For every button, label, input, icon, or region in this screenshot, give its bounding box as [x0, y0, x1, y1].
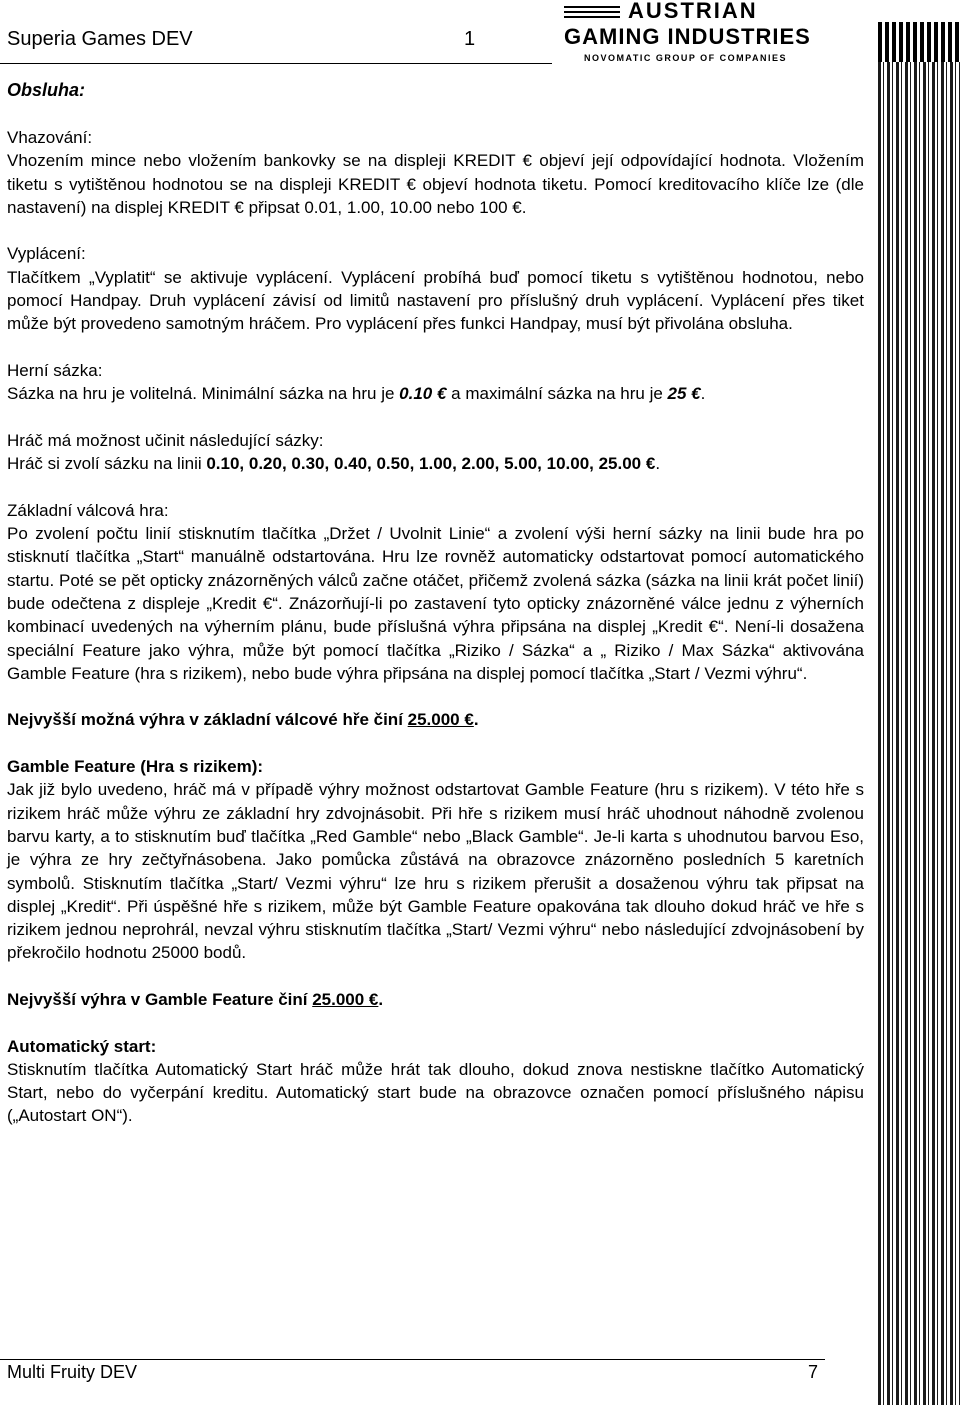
hrac-values: 0.10, 0.20, 0.30, 0.40, 0.50, 1.00, 2.00, 5.00, 10.00, 25.00 €	[206, 454, 656, 474]
header-page-number: 1	[464, 28, 476, 50]
hrac-text1: Hráč si zvolí sázku na linii	[7, 454, 207, 474]
hrac-text2: .	[655, 454, 661, 474]
sazka-text3: .	[700, 384, 706, 404]
sazka-max-value: 25 €	[667, 384, 701, 404]
heading-vyplaceni: Vyplácení:	[7, 244, 86, 264]
heading-vhazovani: Vhazování:	[7, 128, 93, 147]
header-rule	[0, 63, 552, 64]
heading-auto: Automatický start:	[7, 1036, 157, 1056]
sazka-text1: Sázka na hru je volitelná. Minimální sázka na hru je	[7, 384, 400, 404]
document-body	[7, 126, 864, 1128]
max1-value: 25.000 €	[407, 710, 474, 730]
header-title: Superia Games DEV	[7, 28, 193, 50]
logo-lines-icon	[564, 6, 620, 21]
logo-line3: NOVOMATIC GROUP OF COMPANIES	[584, 53, 788, 63]
decorative-stripes-cap	[878, 22, 960, 62]
heading-zakladni: Základní válcová hra:	[7, 500, 169, 520]
logo-line2: GAMING INDUSTRIES	[564, 24, 811, 49]
section-title: Obsluha:	[7, 80, 86, 100]
paragraph-zakladni: Po zvolení počtu linií stisknutím tlačítka „Držet / Uvolnit Linie“ a zvolení výši herní sázky na linii bude hra po stisknutí tlačítka „Start“ manuálně odstartována. Hru lze rovněž automaticky odstartovat pomocí automatického startu. Poté se pět opticky znázorněných válců začne otáčet, přičemž zvolená sázka (sázka na linii krát počet linií) bude odečtena z displeje „Kredit €“. Znázorňují-li po zastavení tyto opticky znázorněné válce jednu z výherních kombinací uvedených na výherním plánu, bude příslušná výhra připsána na displej „Kredit €“. Není-li dosažena speciální Feature jako výhra, může být pomocí tlačítka „Riziko / Sázka“ a „ Riziko / Max Sázka“ aktivována Gamble Feature (hra s rizikem), nebo bude výhra připsána na displej pomocí tlačítka „Start / Vezmi výhru“.	[7, 524, 864, 683]
paragraph-max-win-gamble	[7, 988, 864, 1011]
company-logo	[560, 0, 836, 68]
footer-rule	[0, 1359, 825, 1360]
max2-end: .	[378, 989, 384, 1009]
max2-text: Nejvyšší výhra v Gamble Feature činí	[7, 989, 313, 1009]
heading-hrac: Hráč má možnost učinit následující sázky:	[7, 430, 324, 450]
paragraph-hrac	[7, 452, 864, 475]
paragraph-vyplaceni: Tlačítkem „Vyplatit“ se aktivuje vyplácení. Vyplácení probíhá buď pomocí tiketu s vytištěnou hodnotou, nebo pomocí Handpay. Druh vyplácení závisí od limitů nastavení pro příslušný druh vyplácení. Vyplácení přes tiket může být provedeno samotným hráčem. Pro vyplácení přes funkci Handpay, musí být přivolána obsluha.	[7, 267, 864, 334]
heading-sazka: Herní sázka:	[7, 360, 103, 380]
max2-value: 25.000 €	[312, 989, 379, 1009]
decorative-stripes	[878, 22, 960, 1405]
paragraph-gamble: Jak již bylo uvedeno, hráč má v případě výhry možnost odstartovat Gamble Feature (hru s rizikem). V této hře s rizikem hráč může výhru ze základní hry zdvojnásobit. Při hře s rizikem musí hráč uhodnout náhodně zvolenou barvu karty, a to stisknutím buď tlačítka „Red Gamble“ nebo „Black Gamble“. Je-li karta s uhodnutou barvou Eso, je výhra ze hry zečtyřnásobena. Jako pomůcka zůstává na obrazovce znázorněno posledních 5 karetních symbolů. Stisknutím tlačítka „Start/ Vezmi výhru“ lze hru s rizikem přerušit a dosaženou výhru tak připsat na displej „Kredit“. Při úspěšné hře s rizikem, může být Gamble Feature opakována tak dlouho dokud hráč ve hře s rizikem jednou neprohrál, nevzal výhru stisknutím tlačítka „Start/ Vezmi výhru“ nebo následující zdvojnásobení by překročilo hodnotu 25000 bodů.	[7, 780, 864, 963]
footer-title: Multi Fruity DEV	[7, 1362, 138, 1382]
max1-text: Nejvyšší možná výhra v základní válcové hře činí	[7, 710, 408, 730]
sazka-min-value: 0.10 €	[399, 384, 447, 404]
max1-end: .	[473, 710, 479, 730]
paragraph-auto: Stisknutím tlačítka Automatický Start hráč může hrát tak dlouho, dokud znova nestiskne tlačítko Automatický Start, nebo do vyčerpání kreditu. Automatický start bude na obrazovce označen pomocí příslušného nápisu („Autostart ON“).	[7, 1059, 864, 1126]
paragraph-vhazovani: Vhozením mince nebo vložením bankovky se na displeji KREDIT € objeví její odpovídající hodnota. Vložením tiketu s vytištěnou hodnotou se na displeji KREDIT € objeví hodnota tiketu. Pomocí kreditovacího klíče lze (dle nastavení) na displej KREDIT € připsat 0.01, 1.00, 10.00 nebo 100 €.	[7, 151, 864, 217]
paragraph-max-win-base	[7, 708, 864, 731]
paragraph-sazka	[7, 382, 864, 405]
footer-page-number: 7	[808, 1362, 819, 1382]
sazka-text2: a maximální sázka na hru je	[446, 384, 668, 404]
heading-gamble: Gamble Feature (Hra s rizikem):	[7, 757, 264, 777]
logo-line1: AUSTRIAN	[628, 0, 758, 23]
